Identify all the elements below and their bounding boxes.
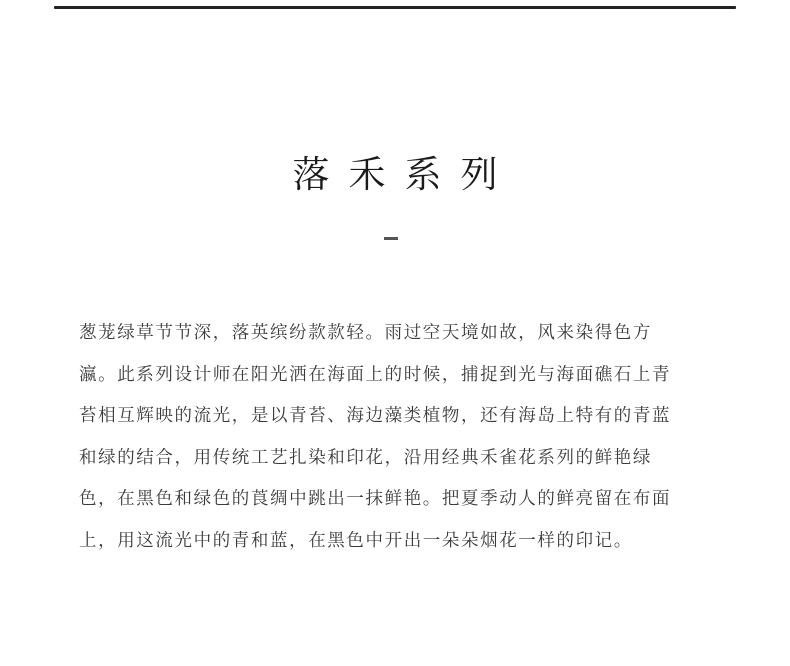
top-divider [54, 6, 736, 9]
paragraph-line: 瀛。此系列设计师在阳光洒在海面上的时候，捕捉到光与海面礁石上青 [79, 364, 672, 385]
paragraph-line: 色，在黑色和绿色的莨绸中跳出一抹鲜艳。把夏季动人的鲜亮留在布面 [79, 489, 672, 509]
description-paragraph [79, 313, 701, 562]
paragraph-line: 葱茏绿草节节深，落英缤纷款款轻。雨过空天境如故，风来染得色方 [79, 323, 652, 343]
paragraph-line: 苔相互辉映的流光，是以青苔、海边藻类植物，还有海岛上特有的青蓝 [79, 406, 672, 426]
paragraph-line: 上，用这流光中的青和蓝，在黑色中开出一朵朵烟花一样的印记。 [79, 530, 633, 551]
page-title: 落禾系列 [292, 153, 517, 196]
paragraph-line: 和绿的结合，用传统工艺扎染和印花，沿用经典禾雀花系列的鲜艳绿 [79, 447, 652, 468]
title-underline-dash [384, 237, 398, 240]
